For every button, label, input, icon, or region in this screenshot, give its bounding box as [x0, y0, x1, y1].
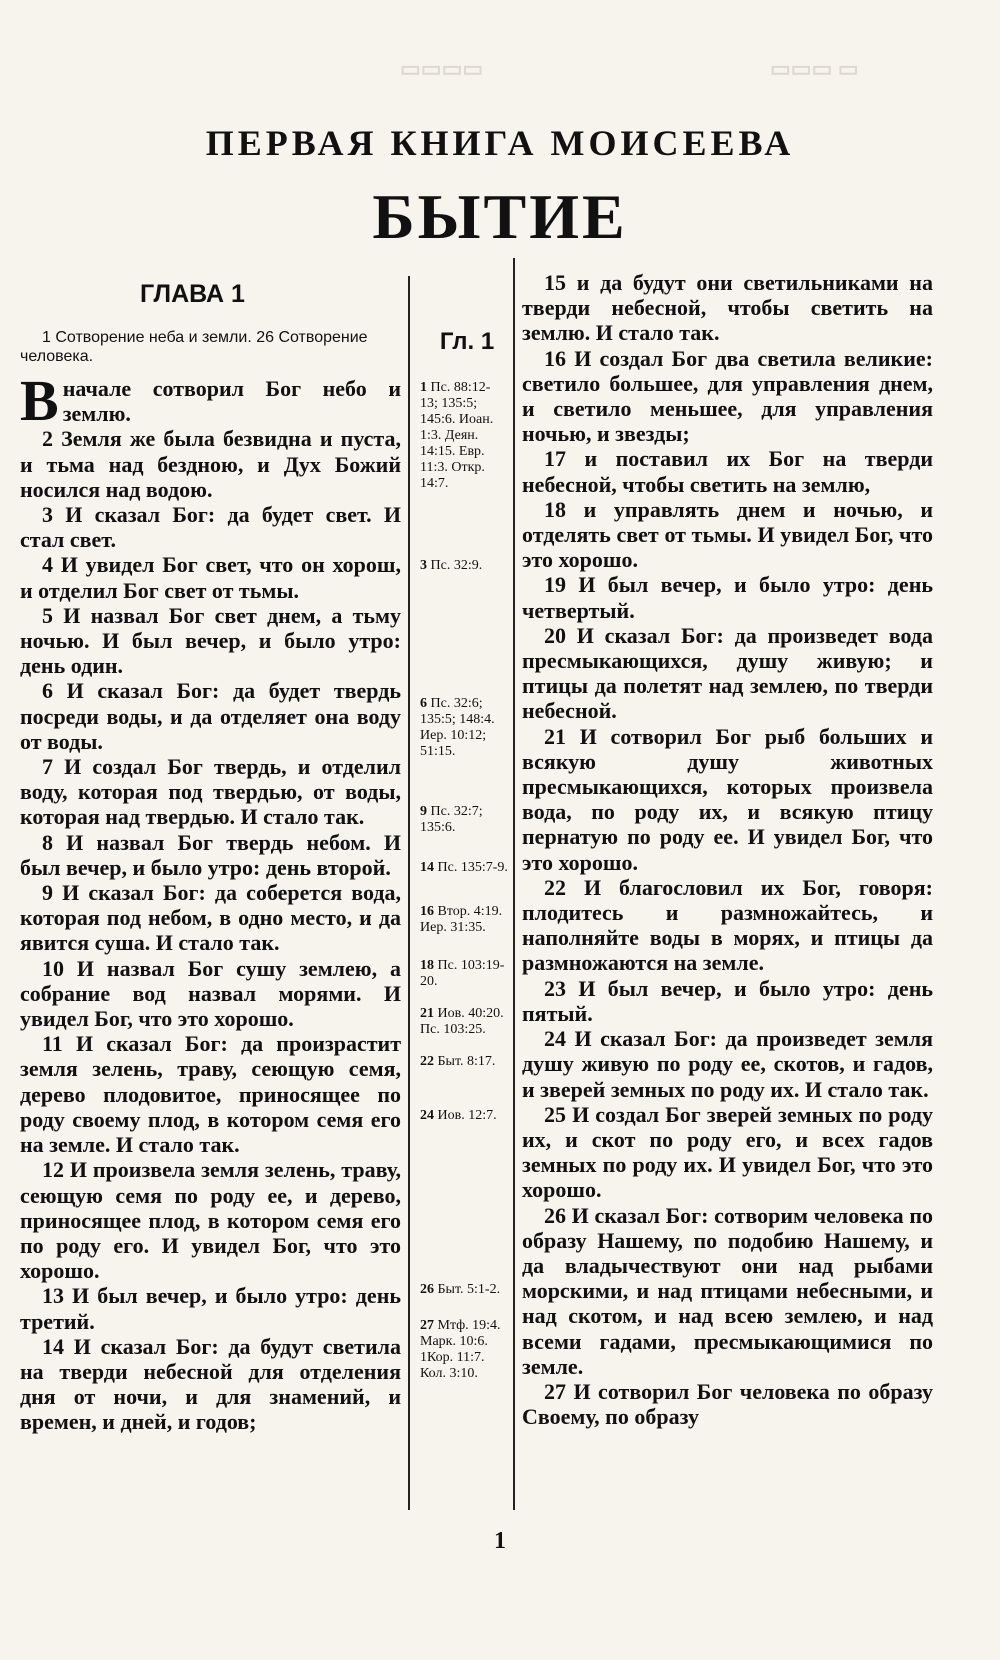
cross-ref: 1 Пс. 88:12-13; 135:5; 145:6. Иоан. 1:3. Деян. 14:15. Евр. 11:3. Откр. 14:7.: [420, 380, 494, 491]
cross-ref: 6 Пс. 32:6; 135:5; 148:4. Иер. 10:12; 51:15.: [420, 696, 495, 759]
cross-ref: 16 Втор. 4:19. Иер. 31:35.: [420, 904, 503, 935]
verse: 14 И сказал Бог: да будут светила на тверди небесной для отделения дня от ночи, и для знамений, и времен, и дней, и годов;: [20, 1333, 401, 1435]
cross-ref: 3 Пс. 32:9.: [420, 558, 483, 573]
verse: 27 И сотворил Бог человека по образу Своему, по образу: [522, 1378, 933, 1430]
cross-ref: 27 Мтф. 19:4. Марк. 10:6. 1Кор. 11:7. Кол. 3:10.: [420, 1318, 501, 1381]
verse: 16 И создал Бог два светила великие: светило большее, для управления днем, и светило меньшее, для управления ночью, и звезды;: [522, 345, 933, 447]
verse: 12 И произвела земля зелень, траву, сеющую семя по роду ее, и дерево, приносящее плод, в котором семя его по роду его. И увидел Бог, что это хорошо.: [20, 1157, 401, 1284]
verse: 3 И сказал Бог: да будет свет. И стал свет.: [20, 502, 401, 553]
verse: 5 И назвал Бог свет днем, а тьму ночью. И был вечер, и было утро: день один.: [20, 602, 401, 679]
drop-cap: В: [20, 368, 59, 433]
cross-ref: 14 Пс. 135:7-9.: [420, 860, 508, 875]
verse: 22 И благословил их Бог, говоря: плодитесь и размножайтесь, и наполняйте воды в морях, и птицы да размножаются на земле.: [522, 874, 933, 976]
book-name: БЫТИЕ: [372, 181, 628, 252]
verse: 4 И увидел Бог свет, что он хорош, и отделил Бог свет от тьмы.: [20, 552, 401, 603]
right-text-column: [522, 270, 933, 1429]
page-number: 1: [494, 1528, 506, 1554]
verse: 17 и поставил их Бог на тверди небесной, чтобы светить на землю,: [522, 446, 933, 497]
verse: 18 и управлять днем и ночью, и отделять свет от тьмы. И увидел Бог, что это хорошо.: [522, 496, 933, 573]
bleed-through: ▭▭▭ ▭: [770, 56, 859, 81]
cross-ref: 24 Иов. 12:7.: [420, 1108, 497, 1123]
verse: 6 И сказал Бог: да будет твердь посреди воды, и да отделяет она воду от воды.: [20, 678, 401, 754]
verse: 23 И был вечер, и было утро: день пятый.: [522, 975, 933, 1026]
cross-ref: 26 Быт. 5:1-2.: [420, 1282, 501, 1297]
cross-refs-heading: Гл. 1: [439, 328, 495, 355]
verse: 13 И был вечер, и было утро: день третий.: [20, 1283, 401, 1334]
cross-ref: 9 Пс. 32:7; 135:6.: [420, 804, 483, 835]
left-text-column: [20, 368, 401, 1435]
verse: 20 И сказал Бог: да произведет вода пресмыкающихся, душу живую; и птицы да полетят над землею, по тверди небесной.: [522, 622, 933, 724]
bleed-through: ▭▭▭▭: [400, 56, 484, 81]
verse: 19 И был вечер, и было утро: день четвертый.: [522, 572, 933, 623]
column-divider-right: [513, 258, 515, 1510]
verse: 26 И сказал Бог: сотворим человека по образу Нашему, по подобию Нашему, и да владычествуют они над рыбами морскими, и над птицами небесными, и над скотом, и над всею землею, и над всеми гадами, пресмыкающимися по земле.: [522, 1202, 933, 1379]
verse: 9 И сказал Бог: да соберется вода, которая под небом, в одно место, и да явится суша. И стало так.: [20, 880, 401, 956]
verse: 10 И назвал Бог сушу землею, а собрание вод назвал морями. И увидел Бог, что это хорошо.: [20, 955, 401, 1032]
book-title: ПЕРВАЯ КНИГА МОИСЕЕВА: [205, 123, 795, 163]
verse-1: Вначале сотворил Бог небо и землю.: [20, 368, 401, 433]
verse: 11 И сказал Бог: да произрастит земля зелень, траву, сеющую семя, дерево плодовитое, приносящее по роду своему плод, в котором семя его на земле. И стало так.: [20, 1031, 401, 1158]
chapter-summary: 1 Сотворение неба и земли. 26 Сотворение человека.: [20, 329, 368, 365]
verse: 2 Земля же была безвидна и пуста, и тьма над бездною, и Дух Божий носился над водою.: [20, 426, 401, 502]
chapter-heading: ГЛАВА 1: [140, 280, 245, 308]
verse: 24 И сказал Бог: да произведет земля душу живую по роду ее, скотов, и гадов, и зверей земных по роду их. И стало так.: [522, 1026, 933, 1102]
cross-ref: 18 Пс. 103:19-20.: [420, 958, 505, 989]
cross-ref: 21 Иов. 40:20. Пс. 103:25.: [420, 1006, 504, 1037]
cross-ref: 22 Быт. 8:17.: [420, 1054, 496, 1069]
verse: 25 И создал Бог зверей земных по роду их, и скот по роду его, и всех гадов земных по роду их. И увидел Бог, что это хорошо.: [522, 1101, 933, 1203]
verse: 7 И создал Бог твердь, и отделил воду, которая под твердью, от воды, которая над твердью. И стало так.: [20, 754, 401, 830]
verse: 8 И назвал Бог твердь небом. И был вечер, и было утро: день второй.: [20, 829, 401, 880]
verse: 15 и да будут они светильниками на тверди небесной, чтобы светить на землю. И стало так.: [522, 270, 933, 346]
verse: 21 И сотворил Бог рыб больших и всякую душу животных пресмыкающихся, которых произвела вода, по роду их, и всякую птицу пернатую по роду ее. И увидел Бог, что это хорошо.: [522, 723, 933, 875]
column-divider-left: [408, 276, 410, 1510]
